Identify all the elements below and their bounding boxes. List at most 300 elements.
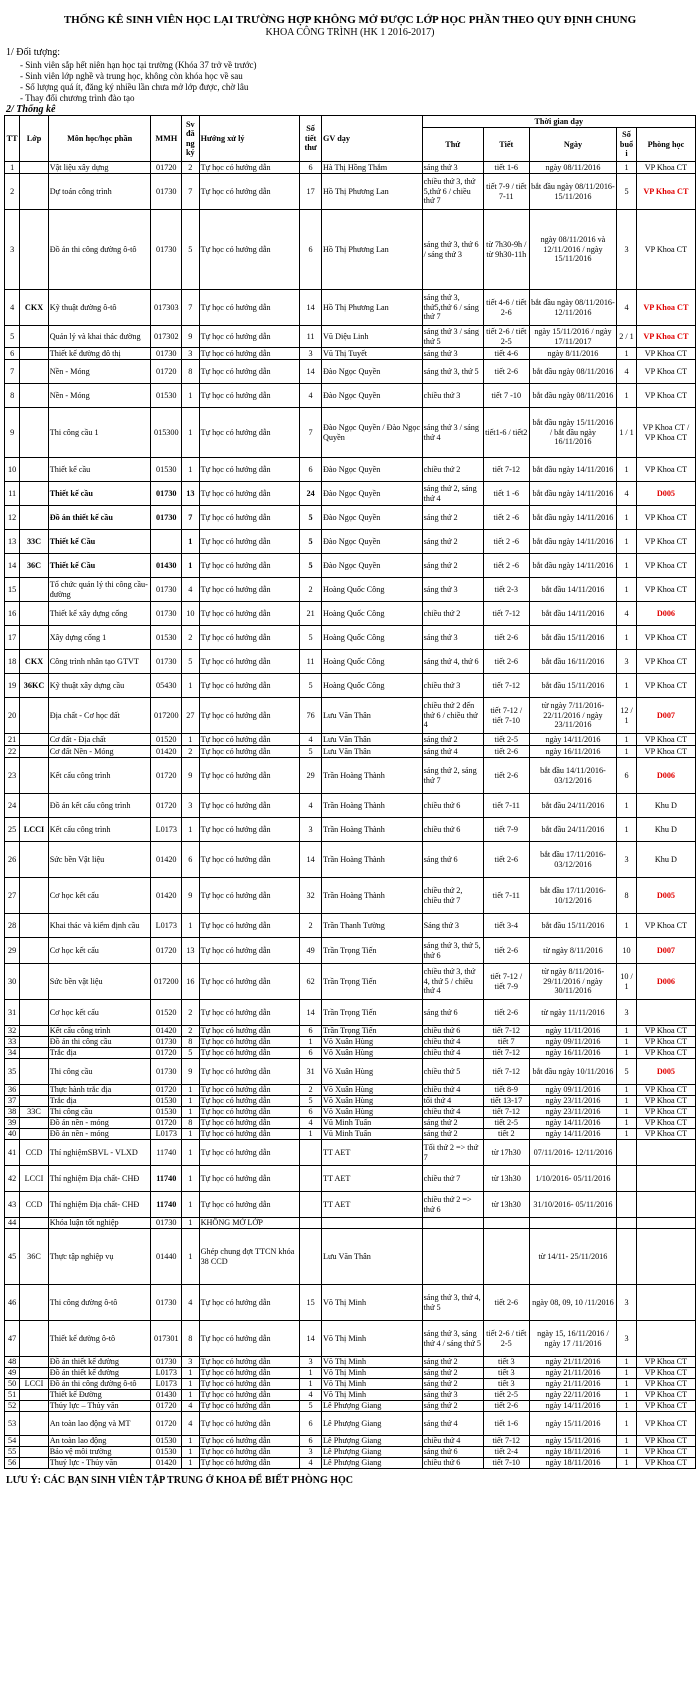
cell-period: tiết 13-17 [483,1096,529,1107]
cell-class-code [20,458,48,482]
cell-teacher: Lưu Văn Thân [322,734,423,746]
cell-row-number: 46 [5,1285,20,1321]
cell-sessions: 12 / 1 [617,698,637,734]
cell-subject-code: 01440 [151,1229,182,1285]
cell-sessions: 1 [617,914,637,938]
cell-subject: Thiết kế Đường [48,1390,151,1401]
cell-teacher: Vũ Minh Tuấn [322,1129,423,1140]
cell-sessions: 1 [617,1379,637,1390]
cell-subject: Thuỷ lực - Thủy văn [48,1458,151,1469]
cell-registered-count: 1 [182,1436,199,1447]
cell-day: chiều thứ 6 [422,1026,483,1037]
cell-period: tiết 3 [483,1379,529,1390]
cell-class-code: 36C [20,1229,48,1285]
cell-sessions: 1 [617,1107,637,1118]
cell-subject: Quản lý và khai thác đường [48,326,151,348]
footer-note: LƯU Ý: CÁC BẠN SINH VIÊN TẬP TRUNG Ở KHOA ĐỂ BIẾT PHÒNG HỌC [6,1475,353,1486]
cell-date: bắt đầu ngày 08/11/2016- 15/11/2016 [529,174,616,210]
criteria-list [20,60,700,104]
cell-sessions: 1 [617,530,637,554]
cell-subject-code [151,530,182,554]
cell-room: Khu D [636,842,695,878]
cell-registered-count: 1 [182,914,199,938]
cell-class-code [20,1285,48,1321]
table-row [5,878,696,914]
cell-approach: Tự học có hướng dẫn [199,746,300,758]
cell-class-code [20,326,48,348]
cell-class-code [20,408,48,458]
cell-room: VP Khoa CT [636,1379,695,1390]
cell-period: tiết 2-6 [483,1000,529,1026]
cell-teacher: Hoàng Quốc Công [322,650,423,674]
cell-class-code [20,1129,48,1140]
cell-date: bắt đầu 17/11/2016- 03/12/2016 [529,842,616,878]
cell-period: tiết 2 -6 [483,554,529,578]
cell-date: bắt đầu 14/11/2016 [529,602,616,626]
cell-subject-code: 015300 [151,408,182,458]
cell-subject-code: 01730 [151,1285,182,1321]
cell-period [483,1229,529,1285]
cell-approach: Tự học có hướng dẫn [199,162,300,174]
cell-subject: Bảo vệ môi trường [48,1447,151,1458]
cell-sessions: 3 [617,650,637,674]
cell-room: VP Khoa CT [636,1037,695,1048]
cell-subject-code: 01530 [151,1447,182,1458]
cell-room: Khu D [636,794,695,818]
cell-period: tiết 2-3 [483,578,529,602]
cell-subject: Thi công cầu [48,1059,151,1085]
cell-subject-code: 01430 [151,554,182,578]
cell-row-number: 39 [5,1118,20,1129]
cell-teacher: Hoàng Quốc Công [322,578,423,602]
table-row [5,290,696,326]
cell-class-code [20,348,48,360]
cell-period: tiết 8-9 [483,1085,529,1096]
cell-day: chiều thứ 2 [422,602,483,626]
cell-class-code [20,626,48,650]
cell-date: bắt đầu ngày 14/11/2016 [529,506,616,530]
cell-room: D007 [636,698,695,734]
cell-subject-code: 01530 [151,458,182,482]
cell-approach: Tự học có hướng dẫn [199,914,300,938]
cell-registered-count: 9 [182,1059,199,1085]
cell-period-count: 5 [300,506,322,530]
cell-date: bắt đầu ngày 08/11/2016 [529,360,616,384]
table-row [5,1037,696,1048]
cell-class-code [20,1218,48,1229]
cell-subject-code: 01530 [151,1107,182,1118]
cell-approach: Tự học có hướng dẫn [199,1285,300,1321]
header-approach: Hướng xử lý [199,116,300,162]
cell-registered-count: 1 [182,408,199,458]
cell-room [636,1229,695,1285]
cell-sessions: 6 [617,758,637,794]
cell-registered-count: 2 [182,1000,199,1026]
cell-approach: Tự học có hướng dẫn [199,1059,300,1085]
cell-date: ngày 09/11/2016 [529,1085,616,1096]
cell-day: sáng thứ 2 [422,554,483,578]
cell-date: ngày 11/11/2016 [529,1026,616,1037]
cell-registered-count: 5 [182,650,199,674]
cell-room: VP Khoa CT [636,1085,695,1096]
cell-registered-count: 8 [182,1321,199,1357]
cell-day: sáng thứ 3, thứ5,thứ 6 / sáng thứ 7 [422,290,483,326]
cell-subject-code: 017301 [151,1321,182,1357]
cell-teacher: Trần Trọng Tiến [322,938,423,964]
cell-subject-code: 01720 [151,794,182,818]
cell-date: bắt đầu 15/11/2016 [529,674,616,698]
cell-teacher: Lưu Văn Thân [322,746,423,758]
cell-day: chiều thứ 2 => thứ 6 [422,1192,483,1218]
cell-row-number: 47 [5,1321,20,1357]
cell-sessions: 1 [617,794,637,818]
cell-room: VP Khoa CT [636,1401,695,1412]
cell-teacher [322,1218,423,1229]
cell-date: bắt đầu ngày 15/11/2016 / bắt đầu ngày 16/11/2016 [529,408,616,458]
cell-subject-code: 01720 [151,1118,182,1129]
cell-subject-code: 01720 [151,1085,182,1096]
cell-room: VP Khoa CT [636,1436,695,1447]
criteria-item: - Sinh viên lớp nghề và trung học, không còn khóa học về sau [20,71,243,81]
cell-sessions: 1 [617,1026,637,1037]
cell-period-count: 6 [300,162,322,174]
table-row [5,1096,696,1107]
cell-row-number: 17 [5,626,20,650]
cell-row-number: 10 [5,458,20,482]
cell-class-code [20,360,48,384]
cell-sessions: 5 [617,174,637,210]
cell-subject-code: 01520 [151,1000,182,1026]
cell-period: tiết 7-9 / tiết 7-11 [483,174,529,210]
cell-day: sáng thứ 6 [422,842,483,878]
cell-period: tiết 4-6 [483,348,529,360]
cell-subject-code: 01420 [151,1458,182,1469]
cell-approach: Tự học có hướng dẫn [199,1368,300,1379]
cell-registered-count: 4 [182,1401,199,1412]
cell-period-count: 14 [300,290,322,326]
cell-period: tiết 2-6 / tiết 2-5 [483,1321,529,1357]
table-row [5,602,696,626]
cell-sessions: 8 [617,878,637,914]
cell-class-code [20,578,48,602]
cell-period-count: 1 [300,1368,322,1379]
cell-subject-code: 01530 [151,1096,182,1107]
table-row [5,818,696,842]
cell-subject-code: 01730 [151,506,182,530]
cell-row-number: 34 [5,1048,20,1059]
cell-day [422,1229,483,1285]
cell-room [636,1285,695,1321]
cell-room: VP Khoa CT [636,914,695,938]
header-tt: TT [5,116,20,162]
cell-row-number: 21 [5,734,20,746]
cell-sessions: 1 [617,1037,637,1048]
cell-approach: Tự học có hướng dẫn [199,758,300,794]
cell-subject: Nền - Móng [48,384,151,408]
cell-row-number: 2 [5,174,20,210]
cell-registered-count: 5 [182,210,199,290]
cell-sessions: 1 [617,1048,637,1059]
cell-period: tiết 2 [483,1129,529,1140]
cell-date: ngày 18/11/2016 [529,1458,616,1469]
cell-subject-code: 01720 [151,938,182,964]
cell-date: bắt đầu ngày 08/11/2016- 12/11/2016 [529,290,616,326]
cell-subject-code: 017302 [151,326,182,348]
cell-subject: Kết cấu công trình [48,818,151,842]
cell-room: VP Khoa CT [636,506,695,530]
cell-room: VP Khoa CT [636,674,695,698]
cell-sessions [617,1192,637,1218]
cell-sessions: 1 [617,348,637,360]
cell-class-code: CCD [20,1192,48,1218]
cell-date: ngày 15/11/2016 [529,1412,616,1436]
table-row [5,1458,696,1469]
header-registered: Sv đă ng ký [182,116,199,162]
cell-registered-count: 13 [182,938,199,964]
cell-teacher: Lê Phượng Giang [322,1447,423,1458]
cell-teacher: Vũ Thị Tuyết [322,348,423,360]
cell-class-code [20,1357,48,1368]
cell-subject: Công trình nhân tạo GTVT [48,650,151,674]
cell-period: tiết 7-10 [483,1458,529,1469]
cell-class-code: 33C [20,1107,48,1118]
cell-registered-count: 7 [182,174,199,210]
cell-room: VP Khoa CT [636,290,695,326]
cell-row-number: 30 [5,964,20,1000]
cell-room: D007 [636,938,695,964]
cell-sessions: 3 [617,1285,637,1321]
cell-registered-count: 1 [182,384,199,408]
cell-date: ngày 21/11/2016 [529,1357,616,1368]
cell-day: chiều thứ 2 [422,458,483,482]
cell-room: VP Khoa CT [636,1447,695,1458]
cell-sessions: 1 [617,1085,637,1096]
cell-row-number: 45 [5,1229,20,1285]
cell-row-number: 19 [5,674,20,698]
cell-day: sáng thứ 2 [422,1118,483,1129]
cell-approach: Tự học có hướng dẫn [199,482,300,506]
cell-approach: Tự học có hướng dẫn [199,1390,300,1401]
table-row [5,698,696,734]
cell-registered-count: 1 [182,1166,199,1192]
cell-teacher: Võ Xuân Hùng [322,1059,423,1085]
cell-registered-count: 2 [182,746,199,758]
cell-registered-count: 1 [182,1379,199,1390]
cell-row-number: 42 [5,1166,20,1192]
cell-room [636,1321,695,1357]
cell-subject: Kỹ thuật đường ô-tô [48,290,151,326]
cell-room: Khu D [636,818,695,842]
cell-period-count [300,1218,322,1229]
cell-period-count: 3 [300,1357,322,1368]
cell-teacher: Đào Ngọc Quyền [322,384,423,408]
cell-sessions: 1 [617,626,637,650]
cell-room: VP Khoa CT [636,384,695,408]
cell-room [636,1192,695,1218]
cell-day: sáng thứ 3, sáng thứ 4 / sáng thứ 5 [422,1321,483,1357]
cell-class-code [20,1026,48,1037]
cell-room: D005 [636,482,695,506]
cell-date: từ ngày 7/11/2016-22/11/2016 / ngày 23/11/2016 [529,698,616,734]
cell-approach: Tự học có hướng dẫn [199,1118,300,1129]
cell-registered-count: 8 [182,1118,199,1129]
table-row [5,1140,696,1166]
cell-subject: Trắc địa [48,1048,151,1059]
cell-period: tiết 7-12 / tiết 7-9 [483,964,529,1000]
cell-subject-code: 01730 [151,1357,182,1368]
cell-period-count: 1 [300,1379,322,1390]
cell-period: tiết 2-6 [483,1285,529,1321]
cell-date: ngày 16/11/2016 [529,746,616,758]
cell-row-number: 5 [5,326,20,348]
cell-sessions [617,1218,637,1229]
cell-day: sáng thứ 2 [422,734,483,746]
cell-row-number: 20 [5,698,20,734]
cell-approach: Tự học có hướng dẫn [199,1436,300,1447]
cell-room: VP Khoa CT [636,1129,695,1140]
cell-period-count: 4 [300,1390,322,1401]
cell-day: chiều thứ 4 [422,1436,483,1447]
cell-class-code: LCCI [20,1379,48,1390]
cell-date: ngày 08, 09, 10 /11/2016 [529,1285,616,1321]
cell-row-number: 24 [5,794,20,818]
cell-room: VP Khoa CT [636,1390,695,1401]
cell-period-count: 3 [300,818,322,842]
cell-subject: Kết cấu công trình [48,1026,151,1037]
cell-room: D006 [636,964,695,1000]
cell-subject: An toàn lao động [48,1436,151,1447]
cell-subject: Thiết kế cầu [48,482,151,506]
cell-row-number: 44 [5,1218,20,1229]
cell-row-number: 48 [5,1357,20,1368]
table-row [5,360,696,384]
cell-period-count: 5 [300,530,322,554]
cell-room: D006 [636,758,695,794]
table-row [5,174,696,210]
cell-period: tiết 3 [483,1357,529,1368]
cell-row-number: 14 [5,554,20,578]
cell-teacher: Trần Hoàng Thành [322,794,423,818]
cell-subject: Kỹ thuật xây dựng cầu [48,674,151,698]
cell-sessions: 3 [617,1321,637,1357]
table-row [5,348,696,360]
cell-teacher: Võ Thị Minh [322,1390,423,1401]
table-row [5,1192,696,1218]
cell-room: VP Khoa CT [636,734,695,746]
cell-class-code [20,794,48,818]
cell-day: Sáng thứ 3 [422,914,483,938]
cell-subject-code: 01730 [151,210,182,290]
cell-sessions: 1 [617,1368,637,1379]
cell-teacher: Vũ Minh Tuấn [322,1118,423,1129]
cell-row-number: 25 [5,818,20,842]
cell-class-code [20,1000,48,1026]
cell-teacher: TT AET [322,1140,423,1166]
cell-period-count: 31 [300,1059,322,1085]
cell-subject: Thiết kế cầu [48,458,151,482]
cell-subject-code: 01730 [151,1218,182,1229]
cell-subject: Cơ học kết cấu [48,938,151,964]
cell-class-code [20,1447,48,1458]
cell-approach: Tự học có hướng dẫn [199,1447,300,1458]
cell-approach: Tự học có hướng dẫn [199,1096,300,1107]
cell-teacher: Hoàng Quốc Công [322,626,423,650]
cell-approach: Tự học có hướng dẫn [199,1458,300,1469]
cell-period: tiết 7-12 [483,1107,529,1118]
cell-day: chiều thứ 4 [422,1037,483,1048]
cell-date: ngày 09/11/2016 [529,1037,616,1048]
cell-period: tiết 3-4 [483,914,529,938]
cell-teacher: Võ Xuân Hùng [322,1037,423,1048]
cell-teacher: Đào Ngọc Quyền [322,482,423,506]
cell-subject: Địa chất - Cơ học đất [48,698,151,734]
cell-subject: Thí nghiệm Địa chất- CHĐ [48,1166,151,1192]
cell-room [636,1166,695,1192]
cell-date: ngày 23/11/2016 [529,1096,616,1107]
cell-subject-code: 11740 [151,1140,182,1166]
cell-day: sáng thứ 3 / sáng thứ 4 [422,408,483,458]
cell-date: bắt đầu 15/11/2016 [529,626,616,650]
cell-class-code [20,842,48,878]
cell-period: từ 7h30-9h / từ 9h30-11h [483,210,529,290]
cell-subject-code: 01720 [151,360,182,384]
cell-day: chiều thứ 2 đến thứ 6 / chiều thứ 4 [422,698,483,734]
cell-subject: Khai thác và kiểm định cầu [48,914,151,938]
cell-room: VP Khoa CT [636,1026,695,1037]
cell-subject-code: 017200 [151,698,182,734]
cell-row-number: 53 [5,1412,20,1436]
cell-row-number: 3 [5,210,20,290]
cell-day: sáng thứ 6 [422,1447,483,1458]
cell-approach: Tự học có hướng dẫn [199,1321,300,1357]
cell-date: ngày 08/11/2016 và 12/11/2016 / ngày 15/11/2016 [529,210,616,290]
cell-period: tiết 2-5 [483,1118,529,1129]
cell-period: tiết 2-4 [483,1447,529,1458]
cell-period: tiết 2-6 [483,746,529,758]
cell-subject: Dự toán công trình [48,174,151,210]
cell-class-code [20,506,48,530]
cell-period-count: 14 [300,360,322,384]
cell-sessions: 1 [617,1401,637,1412]
cell-subject: Cơ đất - Địa chất [48,734,151,746]
cell-teacher: Võ Xuân Hùng [322,1096,423,1107]
cell-class-code [20,1037,48,1048]
cell-registered-count: 1 [182,530,199,554]
cell-registered-count: 13 [182,482,199,506]
cell-approach: Tự học có hướng dẫn [199,794,300,818]
cell-period-count: 2 [300,914,322,938]
cell-period: từ 17h30 [483,1140,529,1166]
cell-period: tiết 7-12 [483,602,529,626]
cell-sessions: 4 [617,290,637,326]
cell-row-number: 40 [5,1129,20,1140]
cell-class-code: CCD [20,1140,48,1166]
cell-approach: Tự học có hướng dẫn [199,1037,300,1048]
cell-subject-code: 01420 [151,842,182,878]
cell-day: chiều thứ 2, chiều thứ 7 [422,878,483,914]
cell-row-number: 36 [5,1085,20,1096]
cell-period: tiết 2-6 [483,1401,529,1412]
cell-date: bắt đầu ngày 08/11/2016 [529,384,616,408]
criteria-item: - Số lượng quá ít, đăng ký nhiều lần chưa mở lớp được, chờ lâu [20,82,249,92]
cell-row-number: 4 [5,290,20,326]
cell-teacher: Lê Phượng Giang [322,1458,423,1469]
table-row [5,1059,696,1085]
cell-date: ngày 14/11/2016 [529,734,616,746]
cell-class-code [20,1118,48,1129]
cell-subject-code: 01730 [151,602,182,626]
cell-subject-code: 01530 [151,384,182,408]
